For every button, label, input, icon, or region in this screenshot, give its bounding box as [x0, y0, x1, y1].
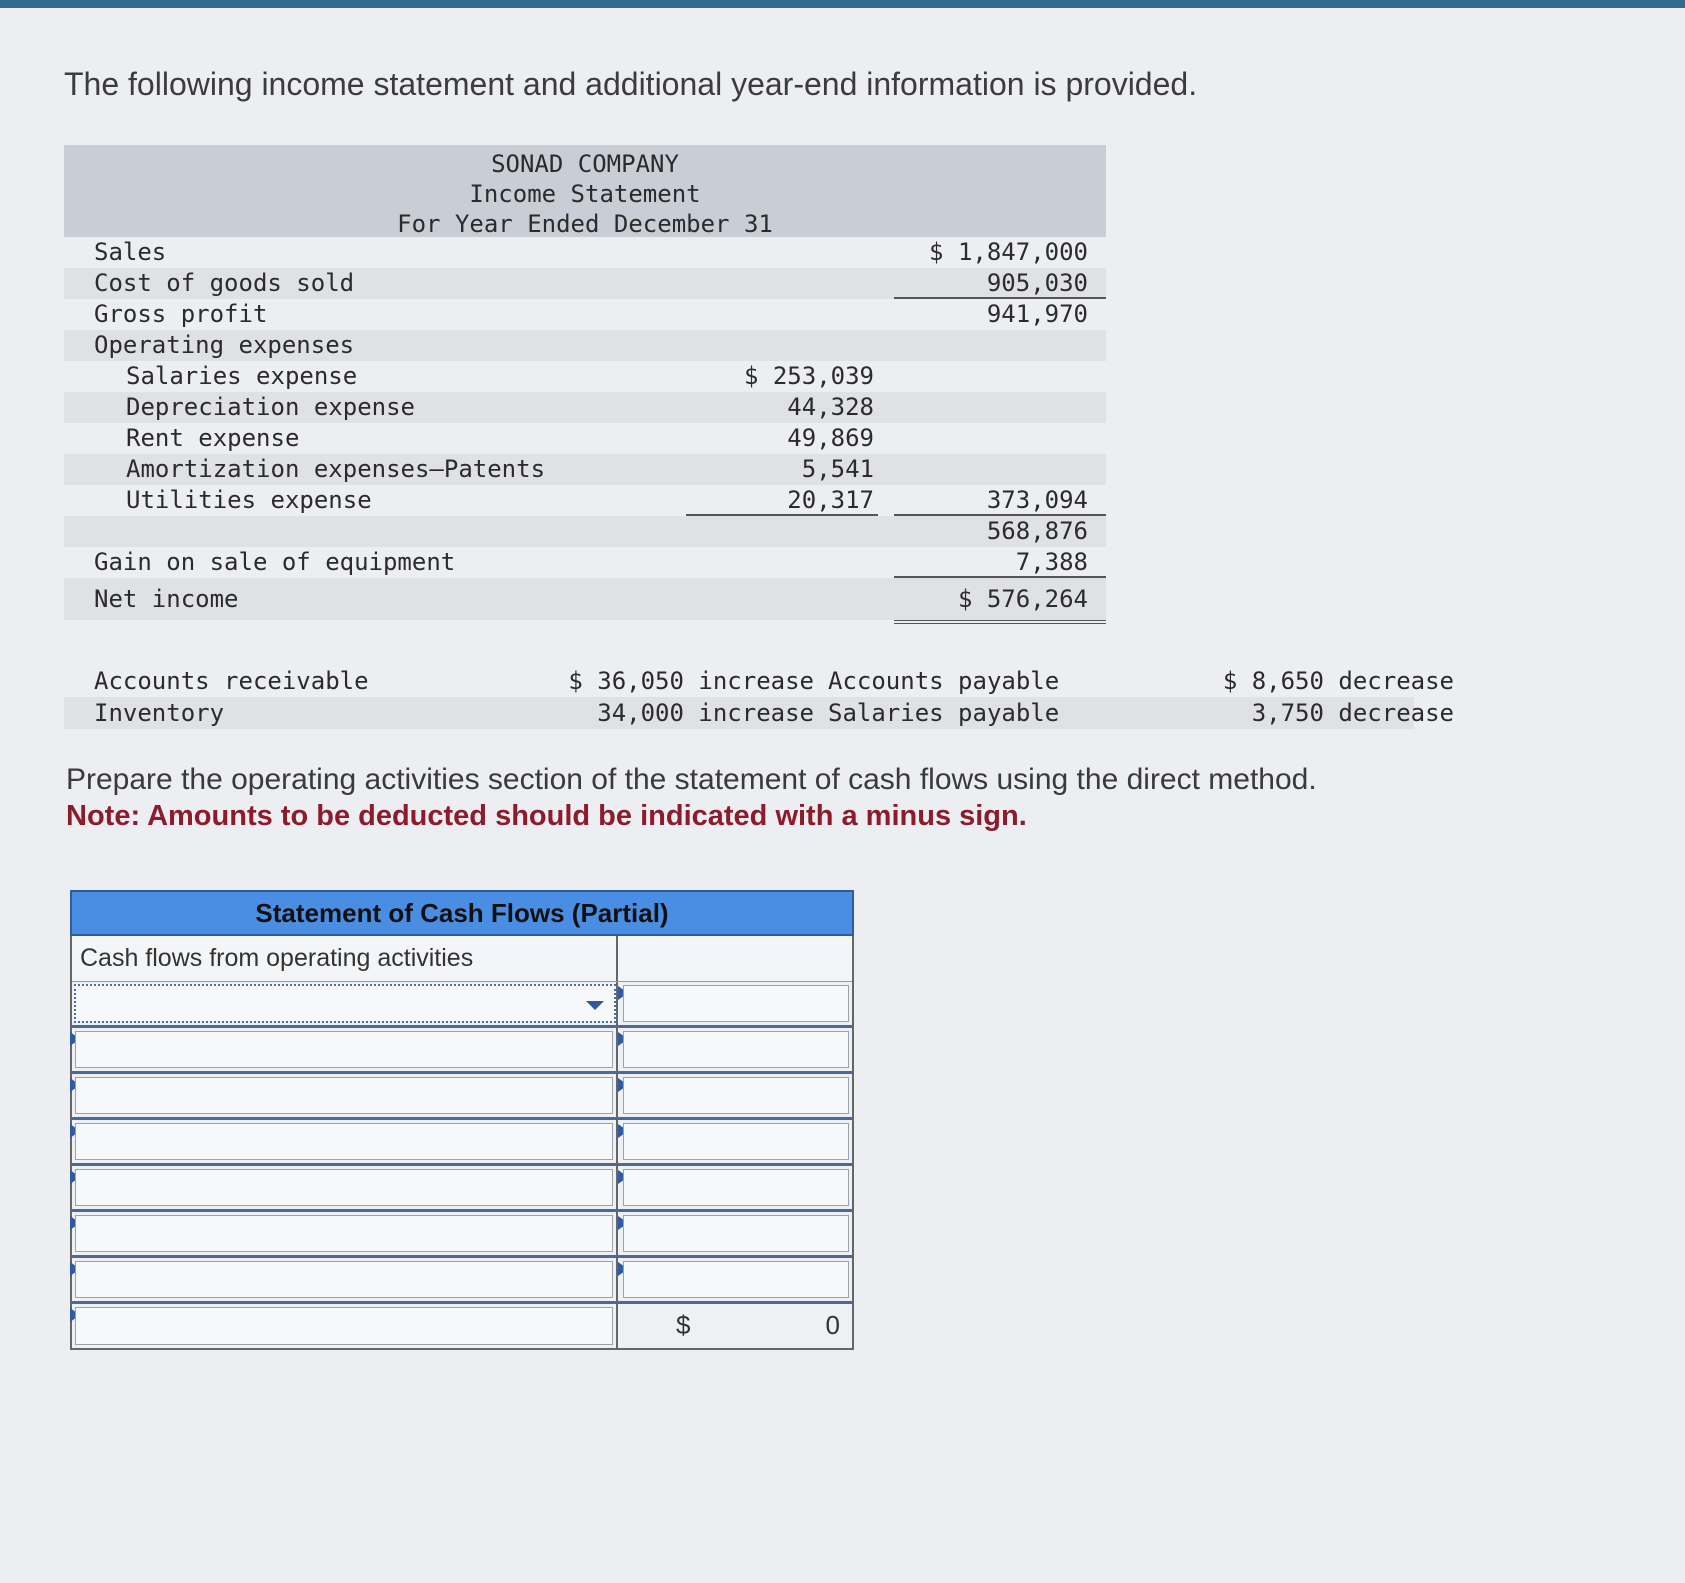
row-utilities: Utilities expense 20,317 373,094	[64, 485, 1106, 516]
balance-changes	[64, 665, 1454, 729]
table-row	[72, 1028, 852, 1074]
intro-text: The following income statement and additional year-end information is provided.	[64, 66, 1198, 102]
row-rent: Rent expense 49,869	[126, 424, 874, 452]
currency-symbol: $	[676, 1310, 691, 1340]
total-value: 0	[825, 1310, 840, 1340]
account-dropdown[interactable]	[75, 1077, 613, 1114]
row-amortization: Amortization expenses—Patents 5,541	[64, 454, 1106, 485]
row-sales: Sales $ 1,847,000	[94, 238, 1088, 266]
total-row	[72, 1304, 852, 1350]
account-dropdown[interactable]	[75, 1261, 613, 1298]
row-salaries: Salaries expense $ 253,039	[126, 362, 874, 390]
row-cogs: Cost of goods sold 905,030	[64, 268, 1106, 299]
chevron-down-icon[interactable]	[586, 1001, 604, 1010]
row-gain: Gain on sale of equipment 7,388	[64, 547, 1106, 578]
amount-input[interactable]	[623, 1169, 849, 1206]
statement-period: For Year Ended December 31	[397, 210, 773, 238]
amount-input[interactable]	[623, 985, 849, 1022]
amount-input[interactable]	[623, 1077, 849, 1114]
amount-input[interactable]	[623, 1261, 849, 1298]
cash-flow-grid	[70, 936, 854, 1350]
row-change-2: Inventory 34,000 increase Salaries payable 3,750 decrease	[64, 697, 1414, 729]
table-row	[72, 1074, 852, 1120]
statement-header	[64, 145, 1106, 237]
statement-title: Income Statement	[469, 180, 701, 208]
table-row	[72, 1166, 852, 1212]
top-bar	[0, 0, 1685, 8]
table-row	[72, 1120, 852, 1166]
income-statement	[64, 145, 1106, 620]
row-depreciation: Depreciation expense 44,328	[64, 392, 1106, 423]
row-change-1: Accounts receivable $ 36,050 increase Accounts payable $ 8,650 decrease	[94, 667, 1454, 695]
row-operating-income: 568,876	[64, 516, 1106, 547]
table-row	[72, 1212, 852, 1258]
table-row	[72, 982, 852, 1028]
account-dropdown[interactable]	[74, 984, 616, 1023]
instruction-text: Prepare the operating activities section of the statement of cash flows using the direct method.	[66, 763, 1317, 796]
table-row	[72, 1258, 852, 1304]
amount-input[interactable]	[623, 1031, 849, 1068]
account-dropdown[interactable]	[75, 1215, 613, 1252]
cash-flow-table	[70, 890, 854, 1350]
account-dropdown[interactable]	[75, 1031, 613, 1068]
company-name: SONAD COMPANY	[491, 150, 679, 178]
total-label-input[interactable]	[75, 1307, 613, 1345]
account-dropdown[interactable]	[75, 1169, 613, 1206]
row-net-income: Net income $ 576,264	[64, 578, 1106, 620]
account-dropdown[interactable]	[75, 1123, 613, 1160]
section-label: Cash flows from operating activities	[80, 944, 474, 972]
section-header-row	[72, 936, 852, 982]
row-gross-profit: Gross profit 941,970	[94, 300, 1088, 328]
instruction-note: Note: Amounts to be deducted should be indicated with a minus sign.	[66, 800, 1027, 832]
amount-input[interactable]	[623, 1215, 849, 1252]
cash-flow-title: Statement of Cash Flows (Partial)	[70, 890, 854, 936]
amount-input[interactable]	[623, 1123, 849, 1160]
row-opex: Operating expenses	[64, 330, 1106, 361]
